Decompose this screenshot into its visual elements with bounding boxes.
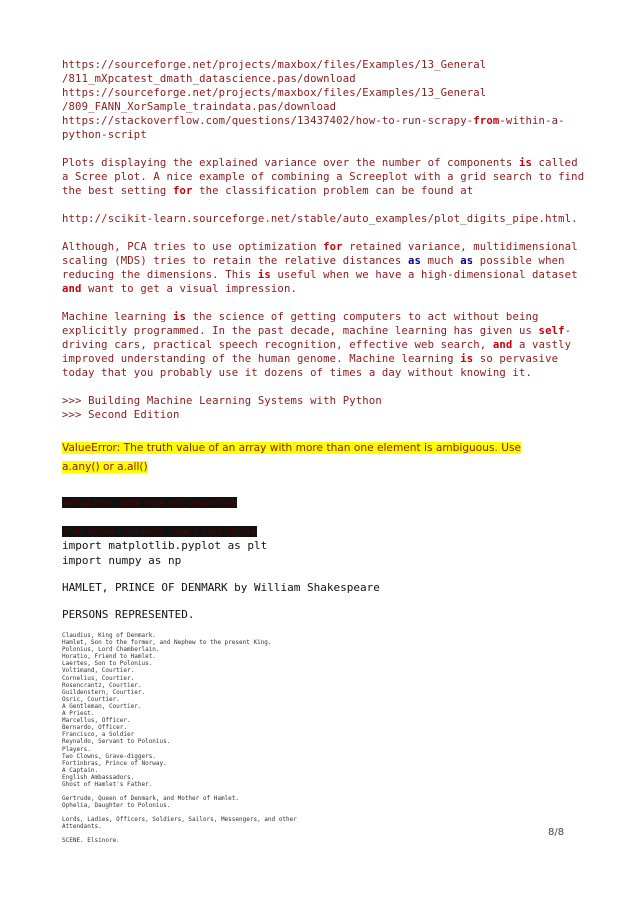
text: Machine learning bbox=[62, 311, 173, 323]
text: so pervasive bbox=[473, 353, 559, 365]
lords-list bbox=[62, 816, 602, 830]
cast-member: Voltimand, Courtier. bbox=[62, 667, 135, 675]
error-line-2: a.any() or a.all() bbox=[62, 461, 148, 473]
redacted-error-bar: ValueError: data type not understood bbox=[63, 498, 237, 507]
link-line-1[interactable]: https://sourceforge.net/projects/maxbox/files/Examples/13_General bbox=[62, 59, 487, 71]
link-text: -within-a- bbox=[499, 115, 565, 127]
link-line-5[interactable] bbox=[62, 114, 602, 128]
text: the best setting bbox=[62, 185, 173, 197]
text: retained variance, multidimensional bbox=[342, 241, 578, 253]
cast-member: Osric, Courtier. bbox=[62, 695, 120, 703]
cast-member: Hamlet, Son to the former, and Nephew to the present King. bbox=[62, 639, 272, 647]
keyword-is: is bbox=[257, 269, 271, 281]
link-text: https://stackoverflow.com/questions/13437402/how-to-run-scrapy- bbox=[62, 115, 474, 127]
keyword-is: is bbox=[518, 157, 533, 169]
scree-paragraph bbox=[62, 156, 602, 198]
code-line: import matplotlib.pyplot as plt bbox=[62, 539, 268, 552]
text: - bbox=[564, 325, 572, 337]
cast-member: A Captain. bbox=[62, 766, 99, 774]
text: much bbox=[421, 255, 461, 267]
cast-member: English Ambassadors. bbox=[62, 773, 135, 781]
cast-member: Ophelia, Daughter to Polonius. bbox=[62, 802, 171, 810]
text: possible when bbox=[473, 255, 565, 267]
cast-member: Horatio, Friend to Hamlet. bbox=[62, 653, 156, 661]
text: the science of getting computers to act without being bbox=[186, 311, 539, 323]
text: a Scree plot. A nice example of combining a Screeplot with a grid search to find bbox=[62, 171, 585, 183]
text: a vastly bbox=[512, 339, 572, 351]
text: want to get a visual impression. bbox=[81, 283, 298, 295]
women-list bbox=[62, 795, 602, 809]
cast-member: Laertes, Son to Polonius. bbox=[62, 660, 153, 668]
keyword-for: for bbox=[323, 241, 343, 253]
document-page bbox=[62, 58, 602, 845]
keyword-as: as bbox=[407, 255, 422, 267]
page-number: 8/8 bbox=[548, 827, 565, 838]
cast-member: Reynaldo, Servant to Polonius. bbox=[62, 738, 171, 746]
error-highlight bbox=[62, 436, 602, 474]
text: scaling (MDS) tries to retain the relative distances bbox=[62, 255, 408, 267]
keyword-and: and bbox=[62, 283, 82, 295]
keyword-self: self bbox=[538, 325, 565, 337]
cast-member: Cornelius, Courtier. bbox=[62, 674, 135, 682]
cast-member: Ghost of Hamlet's Father. bbox=[62, 780, 153, 788]
text: Although, PCA tries to use optimization bbox=[62, 241, 324, 253]
book-block bbox=[62, 394, 602, 422]
keyword-and: and bbox=[492, 339, 513, 351]
cast-member: Bernardo, Officer. bbox=[62, 724, 128, 732]
cast-member: Players. bbox=[62, 745, 91, 753]
text: driving cars, practical speech recognition, effective web search, bbox=[62, 339, 493, 351]
text: Plots displaying the explained variance over the number of components bbox=[62, 157, 519, 169]
cast-member: Rosencrantz, Courtier. bbox=[62, 681, 142, 689]
ml-paragraph bbox=[62, 310, 602, 380]
persons-heading: PERSONS REPRESENTED. bbox=[62, 608, 195, 621]
keyword-as: as bbox=[460, 255, 474, 267]
links-block bbox=[62, 58, 602, 142]
keyword-is: is bbox=[172, 311, 187, 323]
text: today that you probably use it dozens of times a day without knowing it. bbox=[62, 367, 533, 379]
book-edition-line: >>> Second Edition bbox=[62, 409, 180, 421]
text: called bbox=[532, 157, 578, 169]
text: useful when we have a high-dimensional dataset bbox=[270, 269, 578, 281]
error-line-1: ValueError: The truth value of an array with more than one element is ambiguous. Use bbox=[62, 442, 522, 454]
redacted-import-bar: from sklearn.datasets import load_digits bbox=[63, 527, 256, 536]
hamlet-title: HAMLET, PRINCE OF DENMARK by William Shakespeare bbox=[62, 581, 380, 594]
cast-note: Lords, Ladies, Officers, Soldiers, Sailors, Messengers, and other bbox=[62, 816, 297, 824]
link-line-2[interactable]: /811_mXpcatest_dmath_datascience.pas/download bbox=[62, 73, 356, 85]
cast-member: Francisco, a Soldier bbox=[62, 731, 135, 739]
cast-member: Guildenstern, Courtier. bbox=[62, 688, 146, 696]
cast-member: Fortinbras, Prince of Norway. bbox=[62, 759, 167, 767]
cast-member: Two Clowns, Grave-diggers. bbox=[62, 752, 156, 760]
cast-member: Polonius, Lord Chamberlain. bbox=[62, 646, 160, 654]
text: explicitly programmed. In the past decade, machine learning has given us bbox=[62, 325, 539, 337]
link-line-4[interactable]: /809_FANN_XorSample_traindata.pas/download bbox=[62, 101, 337, 113]
keyword-from: from bbox=[473, 115, 500, 127]
text: improved understanding of the human genome. Machine learning bbox=[62, 353, 461, 365]
sklearn-link[interactable]: http://scikit-learn.sourceforge.net/stable/auto_examples/plot_digits_pipe.html. bbox=[62, 213, 578, 225]
cast-member: Marcellus, Officer. bbox=[62, 717, 131, 725]
pca-paragraph bbox=[62, 240, 602, 296]
code-line: import numpy as np bbox=[62, 554, 182, 567]
cast-member: Gertrude, Queen of Denmark, and Mother of Hamlet. bbox=[62, 795, 240, 803]
book-title-line: >>> Building Machine Learning Systems with Python bbox=[62, 395, 382, 407]
cast-member: Claudius, King of Denmark. bbox=[62, 632, 156, 639]
cast-list bbox=[62, 632, 602, 788]
keyword-for: for bbox=[172, 185, 193, 197]
keyword-is: is bbox=[460, 353, 474, 365]
text: the classification problem can be found at bbox=[192, 185, 474, 197]
link-line-3[interactable]: https://sourceforge.net/projects/maxbox/files/Examples/13_General bbox=[62, 87, 487, 99]
code-block bbox=[62, 538, 602, 568]
cast-member: A Priest. bbox=[62, 710, 95, 718]
link-line-6[interactable]: python-script bbox=[62, 129, 147, 141]
cast-note: Attendants. bbox=[62, 823, 102, 831]
scene-line: SCENE. Elsinore. bbox=[62, 837, 120, 845]
cast-member: A Gentleman, Courtier. bbox=[62, 702, 142, 710]
text: reducing the dimensions. This bbox=[62, 269, 258, 281]
